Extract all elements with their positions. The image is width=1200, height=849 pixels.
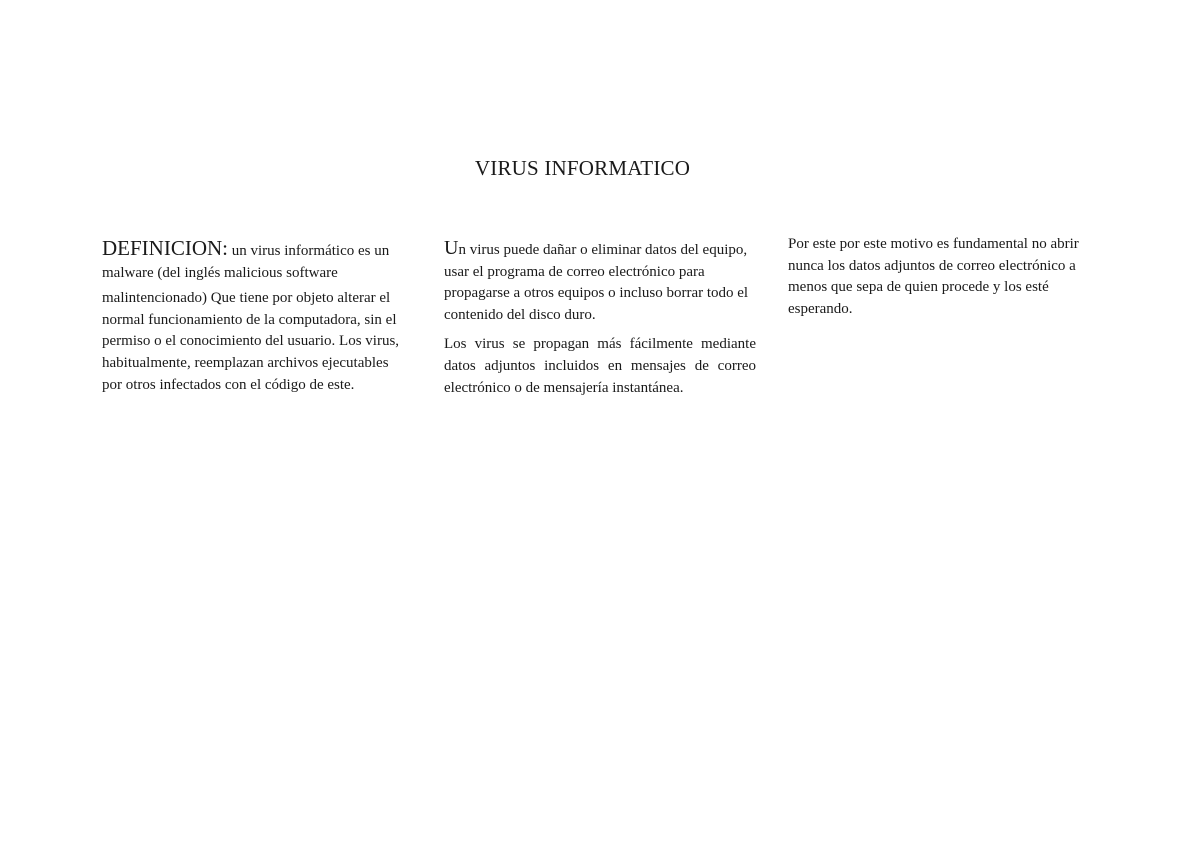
effects-initial-letter: U — [444, 237, 459, 259]
definition-heading: DEFINICION: — [102, 236, 228, 260]
definition-intro — [102, 236, 412, 284]
column-effects — [444, 238, 756, 399]
effects-paragraph-text: n virus puede dañar o eliminar datos del equipo, usar el programa de correo electrónico para propagarse a otros equipos o incluso borrar todo el contenido del disco duro. — [444, 242, 749, 323]
effects-paragraph — [444, 238, 756, 326]
column-advice — [788, 234, 1093, 320]
document-title: VIRUS INFORMATICO — [474, 156, 691, 180]
column-definition — [102, 236, 412, 396]
definition-lead-text: un virus informático es un malware (del inglés malicious software — [102, 243, 390, 281]
propagation-paragraph: Los virus se propagan más fácilmente mediante datos adjuntos incluidos en mensajes de correo electrónico o de mensajería instantánea. — [444, 336, 756, 396]
advice-paragraph: Por este por este motivo es fundamental no abrir nunca los datos adjuntos de correo electrónico a menos que sepa de quien procede y los esté esperando. — [788, 236, 1079, 317]
definition-body: malintencionado) Que tiene por objeto alterar el normal funcionamiento de la computadora, sin el permiso o el conocimiento del usuario. Los virus, habitualmente, reemplazan archivos ejecutables por otros infectados con el código de este. — [102, 290, 400, 393]
